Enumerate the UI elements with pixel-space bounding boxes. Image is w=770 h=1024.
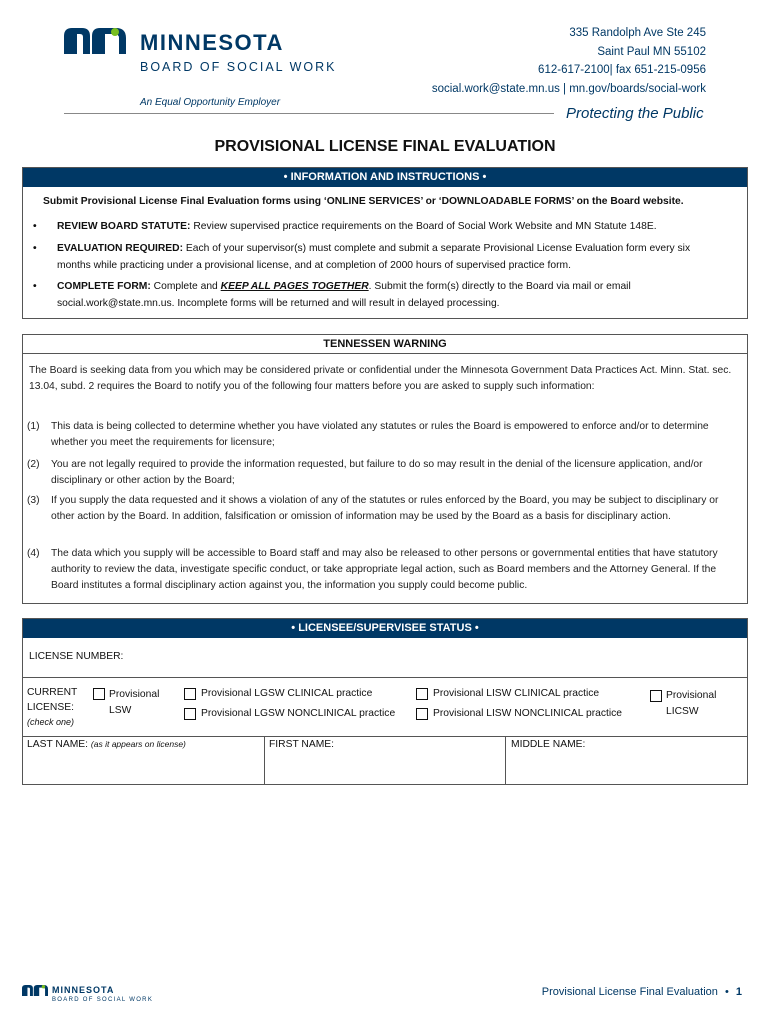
current-license-label: CURRENT LICENSE:	[27, 687, 78, 713]
option-lgsw-nonclinical: Provisional LGSW NONCLINICAL practice	[201, 708, 396, 719]
check-one-note: (check one)	[27, 717, 75, 727]
current-license-row	[23, 678, 747, 737]
footer-page-label: Provisional License Final Evaluation	[541, 986, 718, 998]
bullet-label: EVALUATION REQUIRED:	[57, 243, 184, 254]
item-number: (3)	[27, 495, 40, 506]
bullet-evaluation-required	[33, 240, 723, 274]
mn-logo-icon	[64, 28, 126, 54]
contact-block	[432, 24, 706, 98]
page-title: PROVISIONAL LICENSE FINAL EVALUATION	[214, 138, 556, 155]
bullet-text: Each of your supervisor(s) must complete and submit a separate Provisional License Evaluation form every six months while practicing under a provisional license, and at completion of 2000 hours of supervised practice form.	[57, 243, 691, 271]
bullet-text: . Submit the form(s) directly to the Board via mail or email social.work@state.mn.us. Incomplete forms will be returned and will result in delayed processing.	[57, 281, 631, 309]
item-text: You are not legally required to provide the information requested, but failure to do so may result in the denial of the licensure application, and/or disciplinary or other action by the Board;	[51, 459, 703, 486]
tennessen-intro: The Board is seeking data from you which may be considered private or confidential under the Minnesota Government Data Practices Act. Minn. Stat. sec. 13.04, subd. 2 requires the Board to notify you of the following four matters before you are asked to supply such information:	[29, 365, 732, 392]
header-divider	[64, 113, 554, 114]
info-section	[22, 167, 748, 319]
tennessen-item	[27, 457, 739, 489]
checkbox-provisional-lsw[interactable]	[93, 688, 105, 700]
bullet-label: COMPLETE FORM:	[57, 281, 151, 292]
checkbox-lgsw-nonclinical[interactable]	[184, 708, 196, 720]
option-provisional-licsw: Provisional LICSW	[666, 690, 717, 717]
status-section	[22, 618, 748, 785]
middle-name-label[interactable]: MIDDLE NAME:	[511, 739, 586, 750]
page-number: 1	[735, 986, 742, 998]
info-heading: • INFORMATION AND INSTRUCTIONS •	[23, 168, 747, 187]
license-number-field[interactable]	[23, 639, 747, 678]
footer-logo-icon	[22, 985, 48, 996]
logo-subtitle: BOARD OF SOCIAL WORK	[140, 60, 337, 74]
bullet-label: REVIEW BOARD STATUTE:	[57, 221, 191, 232]
bullet-dot: •	[33, 221, 37, 232]
checkbox-lisw-nonclinical[interactable]	[416, 708, 428, 720]
last-name-field[interactable]	[27, 739, 186, 750]
option-lisw-clinical: Provisional LISW CLINICAL practice	[433, 688, 600, 699]
option-provisional-lsw: Provisional LSW	[109, 689, 160, 716]
license-number-label: LICENSE NUMBER:	[29, 651, 124, 662]
item-number: (2)	[27, 459, 40, 470]
checkbox-lgsw-clinical[interactable]	[184, 688, 196, 700]
last-name-note: (as it appears on license)	[90, 739, 186, 749]
info-intro: Submit Provisional License Final Evaluation forms using ‘ONLINE SERVICES’ or ‘DOWNLOADABLE FORMS’ on the Board website.	[43, 196, 684, 207]
first-name-label[interactable]: FIRST NAME:	[269, 739, 335, 750]
last-name-label: LAST NAME:	[27, 739, 89, 750]
item-number: (1)	[27, 421, 40, 432]
checkbox-lisw-clinical[interactable]	[416, 688, 428, 700]
address-line2: Saint Paul MN 55102	[597, 45, 706, 58]
bullet-complete-form	[33, 278, 723, 312]
item-text: The data which you supply will be accessible to Board staff and may also be released to other persons or governmental entities that have statutory authority to review the data, investigate specific conduct, or take appropriate legal action, such as Board members and the Attorney General. If the Board institutes a formal disciplinary action against you, the information you supply could become public.	[51, 548, 718, 591]
phone-line: 612-617-2100| fax 651-215-0956	[538, 64, 706, 76]
option-lgsw-clinical: Provisional LGSW CLINICAL practice	[201, 688, 373, 699]
tennessen-item	[27, 493, 739, 525]
bullet-dot: •	[33, 281, 37, 292]
equal-opportunity-text: An Equal Opportunity Employer	[140, 97, 281, 108]
tennessen-section	[22, 334, 748, 604]
address-line1: 335 Randolph Ave Ste 245	[569, 27, 706, 39]
checkbox-provisional-licsw[interactable]	[650, 690, 662, 702]
bullet-dot: •	[33, 243, 37, 254]
footer-separator: •	[724, 986, 729, 998]
footer-logo-title: MINNESOTA	[52, 985, 115, 995]
name-row	[23, 737, 747, 784]
footer-page-info	[542, 986, 742, 998]
footer-logo-subtitle: BOARD OF SOCIAL WORK	[52, 997, 154, 1003]
field-divider	[505, 737, 506, 784]
item-number: (4)	[27, 548, 40, 559]
keep-pages-together: KEEP ALL PAGES TOGETHER	[220, 281, 369, 292]
tennessen-item	[27, 546, 739, 594]
tennessen-item	[27, 419, 739, 451]
item-text: If you supply the data requested and it shows a violation of any of the statutes or rules enforced by the Board, you may be subject to disciplinary or other action by the Board. In addition, falsification or omission of information may be used by the Board as a basis for disciplinary action.	[51, 495, 719, 522]
option-lisw-nonclinical: Provisional LISW NONCLINICAL practice	[433, 708, 623, 719]
tagline: Protecting the Public	[566, 105, 704, 122]
field-divider	[264, 737, 265, 784]
tennessen-heading: TENNESSEN WARNING	[23, 335, 747, 354]
bullet-review-statute	[33, 218, 723, 235]
status-heading: • LICENSEE/SUPERVISEE STATUS •	[23, 619, 747, 638]
logo-title: MINNESOTA	[140, 30, 284, 55]
bullet-text: Review supervised practice requirements on the Board of Social Work Website and MN Statute 148E.	[190, 221, 657, 232]
bullet-text: Complete and	[150, 281, 221, 292]
web-line[interactable]: social.work@state.mn.us | mn.gov/boards/social-work	[431, 82, 706, 95]
item-text: This data is being collected to determine whether you have violated any statutes or rules the Board is empowered to enforce and/or to determine whether you meet the requirements for licensure;	[51, 421, 709, 448]
